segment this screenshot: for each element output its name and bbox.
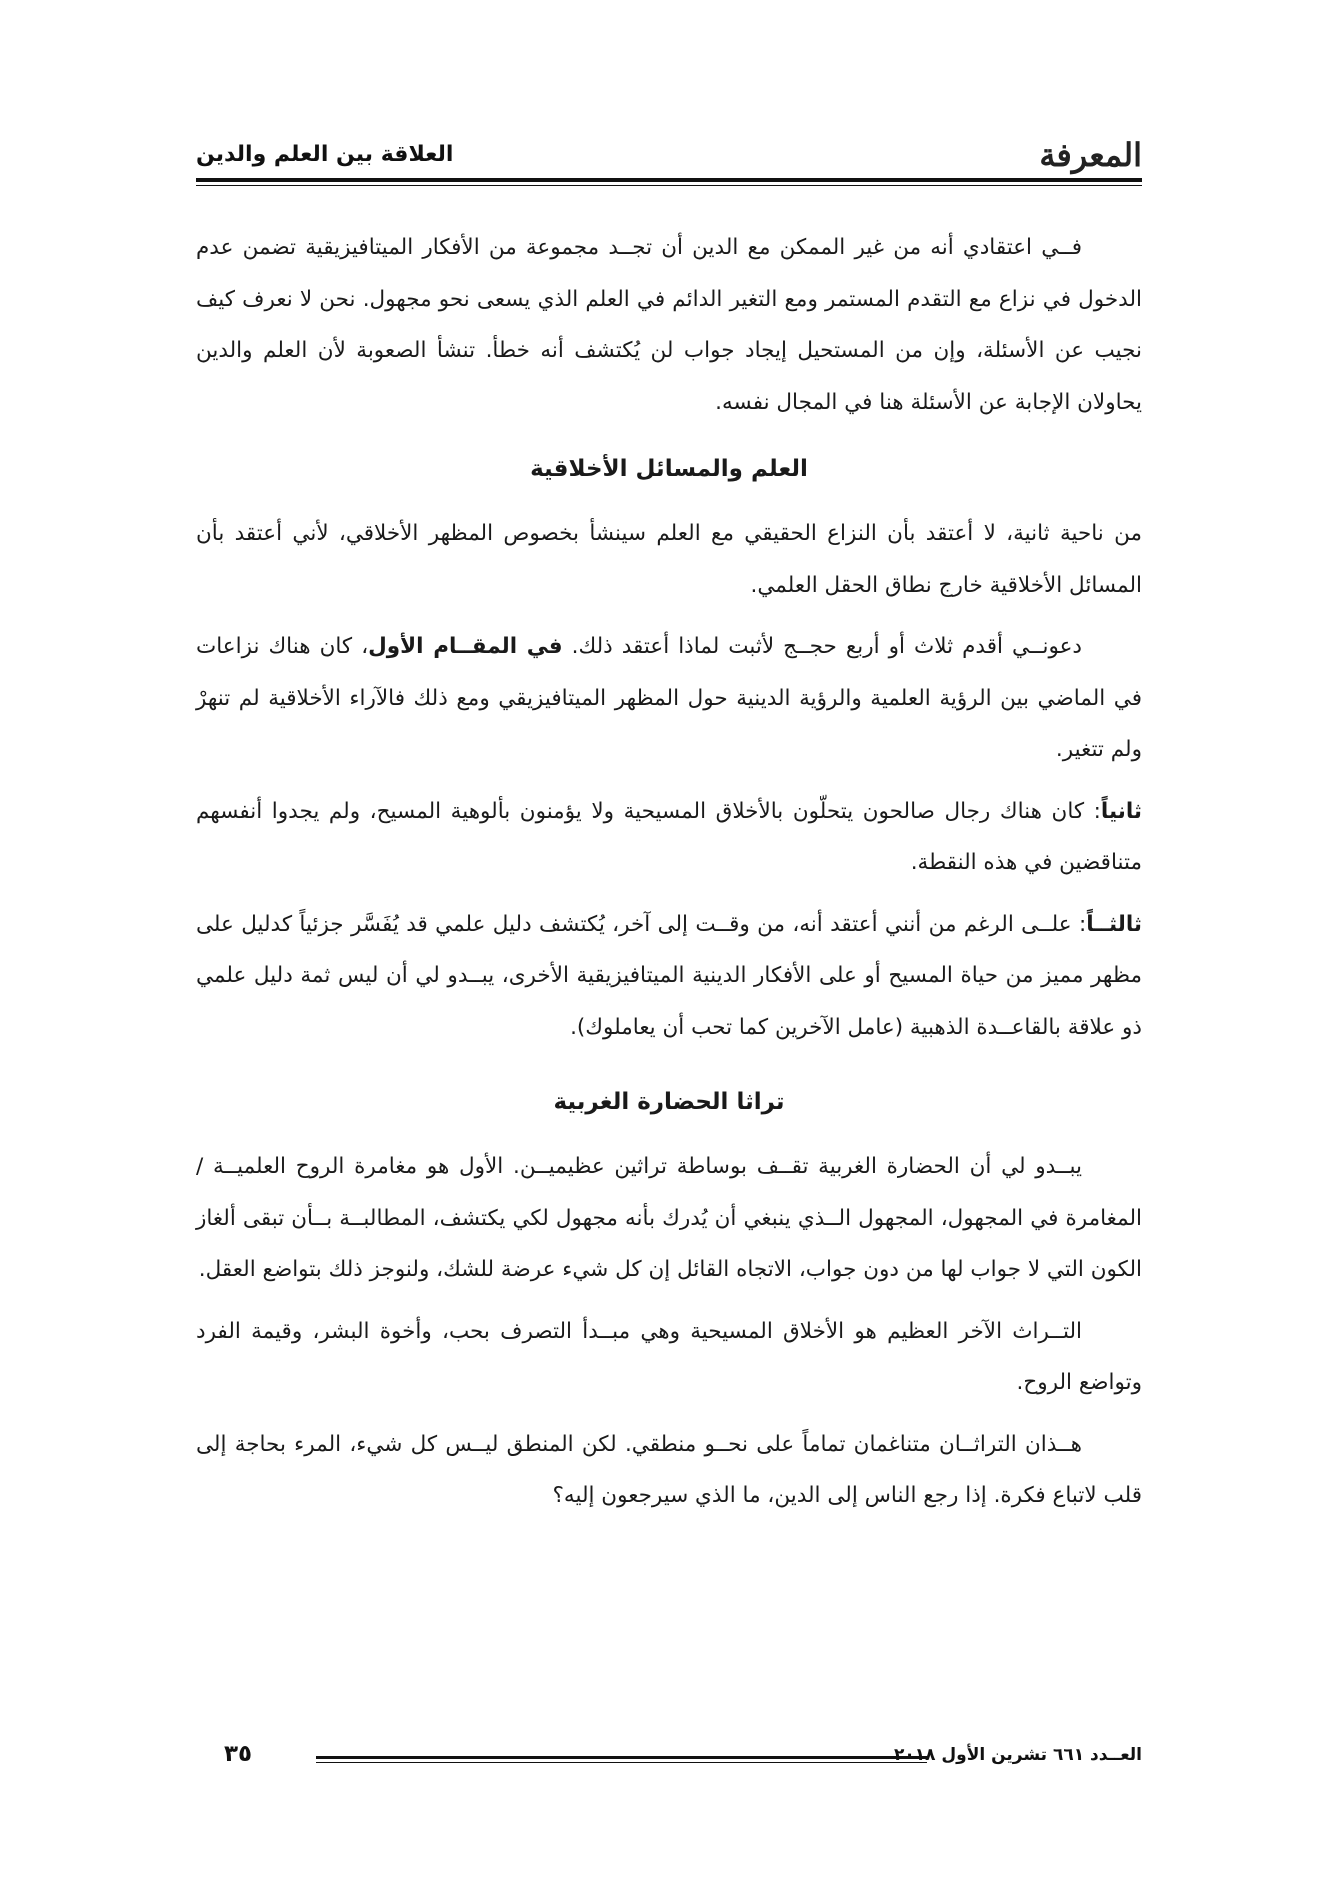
paragraph-5-text: : علــى الرغم من أنني أعتقد أنه، من وقــت إلى آخر، يُكتشف دليل علمي قد يُفَسَّر جزئياً كدليل على مظهر مميز من حياة المسيح أو على الأفكار الدينية الميتافيزيقية الأخرى، يبــدو لي أن ليس ثمة دليل علمي ذو علاقة بالقاعــدة الذهبية (عامل الآخرين كما تحب أن يعاملوك).: [196, 911, 1142, 1040]
page-footer: [196, 1741, 1142, 1775]
footer-rule: [316, 1756, 927, 1763]
paragraph-2: من ناحية ثانية، لا أعتقد بأن النزاع الحقيقي مع العلم سينشأ بخصوص المظهر الأخلاقي، لأني أعتقد بأن المسائل الأخلاقية خارج نطاق الحقل العلمي.: [196, 521, 1142, 598]
paragraph-1: فــي اعتقادي أنه من غير الممكن مع الدين أن تجــد مجموعة من الأفكار الميتافيزيقية تضمن عدم الدخول في نزاع مع التقدم المستمر ومع التغير الدائم في العلم الذي يسعى نحو مجهول. نحن لا نعرف كيف نجيب عن الأسئلة، وإن من المستحيل إيجاد جواب لن يُكتشف أنه خطأ. تنشأ الصعوبة لأن العلم والدين يحاولان الإجابة عن الأسئلة هنا في المجال نفسه.: [196, 235, 1142, 415]
paragraph-4-text: : كان هناك رجال صالحون يتحلّون بالأخلاق المسيحية ولا يؤمنون بألوهية المسيح، ولم يجدوا أنفسهم متناقضين في هذه النقطة.: [196, 798, 1142, 875]
header-rule: [196, 178, 1142, 186]
paragraph-7: التــراث الآخر العظيم هو الأخلاق المسيحية وهي مبــدأ التصرف بحب، وأخوة البشر، وقيمة الفرد وتواضع الروح.: [196, 1318, 1142, 1395]
page-number: ٣٥: [224, 1741, 253, 1767]
paragraph-5: [196, 899, 1142, 1054]
magazine-logo: المعرفة: [1039, 136, 1142, 174]
paragraph-4: [196, 786, 1142, 889]
paragraph-5-emphasis: ثالثــاً: [1086, 911, 1142, 937]
paragraph-3: [196, 621, 1142, 776]
paragraph-8: هــذان التراثــان متناغمان تماماً على نحــو منطقي. لكن المنطق ليــس كل شيء، المرء بحاجة إلى قلب لاتباع فكرة. إذا رجع الناس إلى الدين، ما الذي سيرجعون إليه؟: [196, 1431, 1142, 1508]
article-body: [196, 222, 1142, 1532]
running-title: العلاقة بين العلم والدين: [196, 142, 454, 167]
paragraph-3-emphasis: في المقــام الأول: [368, 634, 563, 659]
paragraph-6: يبــدو لي أن الحضارة الغربية تقــف بوساطة تراثين عظيميــن. الأول هو مغامرة الروح العلميــة /المغامرة في المجهول، المجهول الــذي ينبغي أن يُدرك بأنه مجهول لكي يكتشف، المطالبــة بــأن تبقى ألغاز الكون التي لا جواب لها من دون جواب، الاتجاه القائل إن كل شيء عرضة للشك، ولنوجز ذلك بتواضع العقل.: [196, 1154, 1142, 1282]
paragraph-3-text-b: ، كان هناك نزاعات في الماضي بين الرؤية العلمية والرؤية الدينية حول المظهر الميتافيزيقي ومع ذلك فالآراء الأخلاقية لم تنهرْ ولم تتغير.: [196, 634, 1142, 762]
page-header: [196, 128, 1142, 178]
issue-info: العــدد ٦٦١ تشرين الأول ٢٠١٨: [893, 1745, 1142, 1765]
section-title-western-heritage: تراثا الحضارة الغربية: [553, 1089, 785, 1115]
paragraph-4-emphasis: ثانياً: [1100, 798, 1142, 824]
paragraph-3-text-a: دعونــي أقدم ثلاث أو أربع حجــج لأثبت لماذا أعتقد ذلك.: [562, 634, 1083, 659]
section-title-ethics: العلم والمسائل الأخلاقية: [530, 456, 808, 482]
